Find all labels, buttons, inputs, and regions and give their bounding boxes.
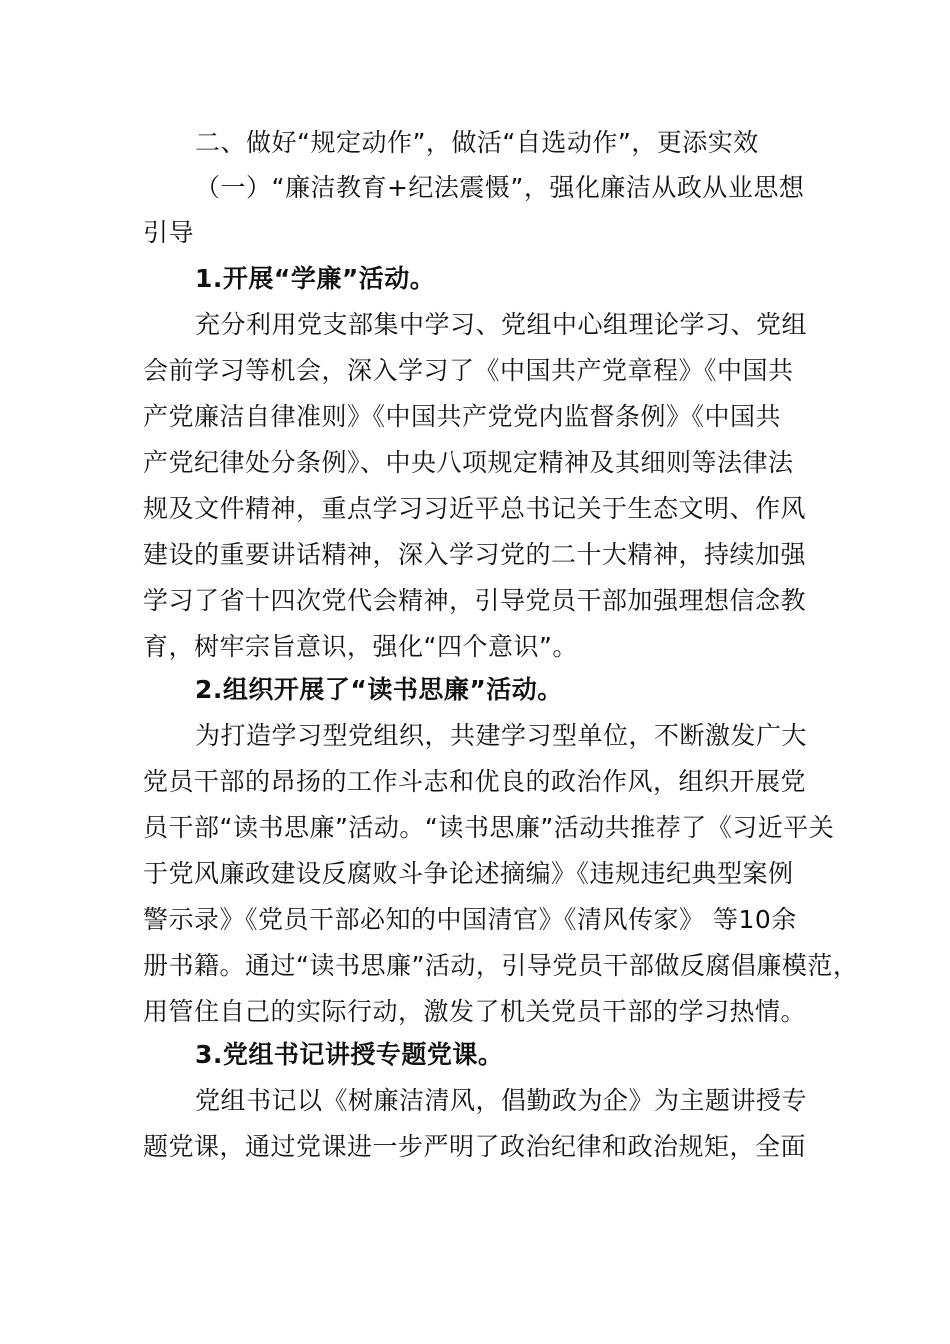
section-title: 二、做好“规定动作”，做活“自选动作”，更添实效 [195,128,759,157]
item-3-paragraph-line: 党组书记以《树廉洁清风，倡勤政为企》为主题讲授专 [195,1086,808,1115]
item-1-paragraph-line: 规及文件精神，重点学习习近平总书记关于生态文明、作风 [143,494,807,523]
item-1-paragraph-line: 建设的重要讲话精神，深入学习党的二十大精神，持续加强 [143,540,807,569]
item-1-paragraph-line: 会前学习等机会，深入学习了《中国共产党章程》《中国共 [143,356,794,385]
item-2-paragraph-line: 警示录》《党员干部必知的中国清官》《清风传家》 等10余 [143,905,797,934]
item-2-paragraph-line: 员干部“读书思廉”活动。“读书思廉”活动共推荐了《习近平关 [143,813,835,842]
item-1-paragraph-line: 学习了省十四次党代会精神，引导党员干部加强理想信念教 [143,586,807,615]
item-3-paragraph-line: 题党课，通过党课进一步严明了政治纪律和政治规矩，全面 [143,1132,807,1161]
item-2-paragraph-line: 于党风廉政建设反腐败斗争论述摘编》《违规违纪典型案例 [143,859,794,888]
subsection-title-line-1: （一）“廉洁教育+纪法震慑”，强化廉洁从政从业思想 [195,173,805,202]
item-2-heading: 2.组织开展了“读书思廉”活动。 [195,675,563,704]
item-2-paragraph-line: 为打造学习型党组织，共建学习型单位，不断激发广大 [195,721,808,750]
subsection-title-line-2: 引导 [143,218,195,247]
item-1-paragraph-line: 产党纪律处分条例》、中央八项规定精神及其细则等法律法 [143,448,794,477]
item-2-paragraph-line: 册书籍。通过“读书思廉”活动，引导党员干部做反腐倡廉模范， [143,951,859,980]
item-3-heading: 3.党组书记讲授专题党课。 [195,1040,504,1069]
item-2-paragraph-line: 用管住自己的实际行动，激发了机关党员干部的学习热情。 [143,997,807,1026]
item-2-paragraph-line: 党员干部的昂扬的工作斗志和优良的政治作风，组织开展党 [143,767,807,796]
item-1-heading: 1.开展“学廉”活动。 [195,264,436,293]
item-1-paragraph-line: 育，树牢宗旨意识，强化“四个意识”。 [143,632,578,661]
item-1-paragraph-line: 充分利用党支部集中学习、党组中心组理论学习、党组 [195,310,808,339]
item-1-paragraph-line: 产党廉洁自律准则》《中国共产党党内监督条例》《中国共 [143,402,782,431]
